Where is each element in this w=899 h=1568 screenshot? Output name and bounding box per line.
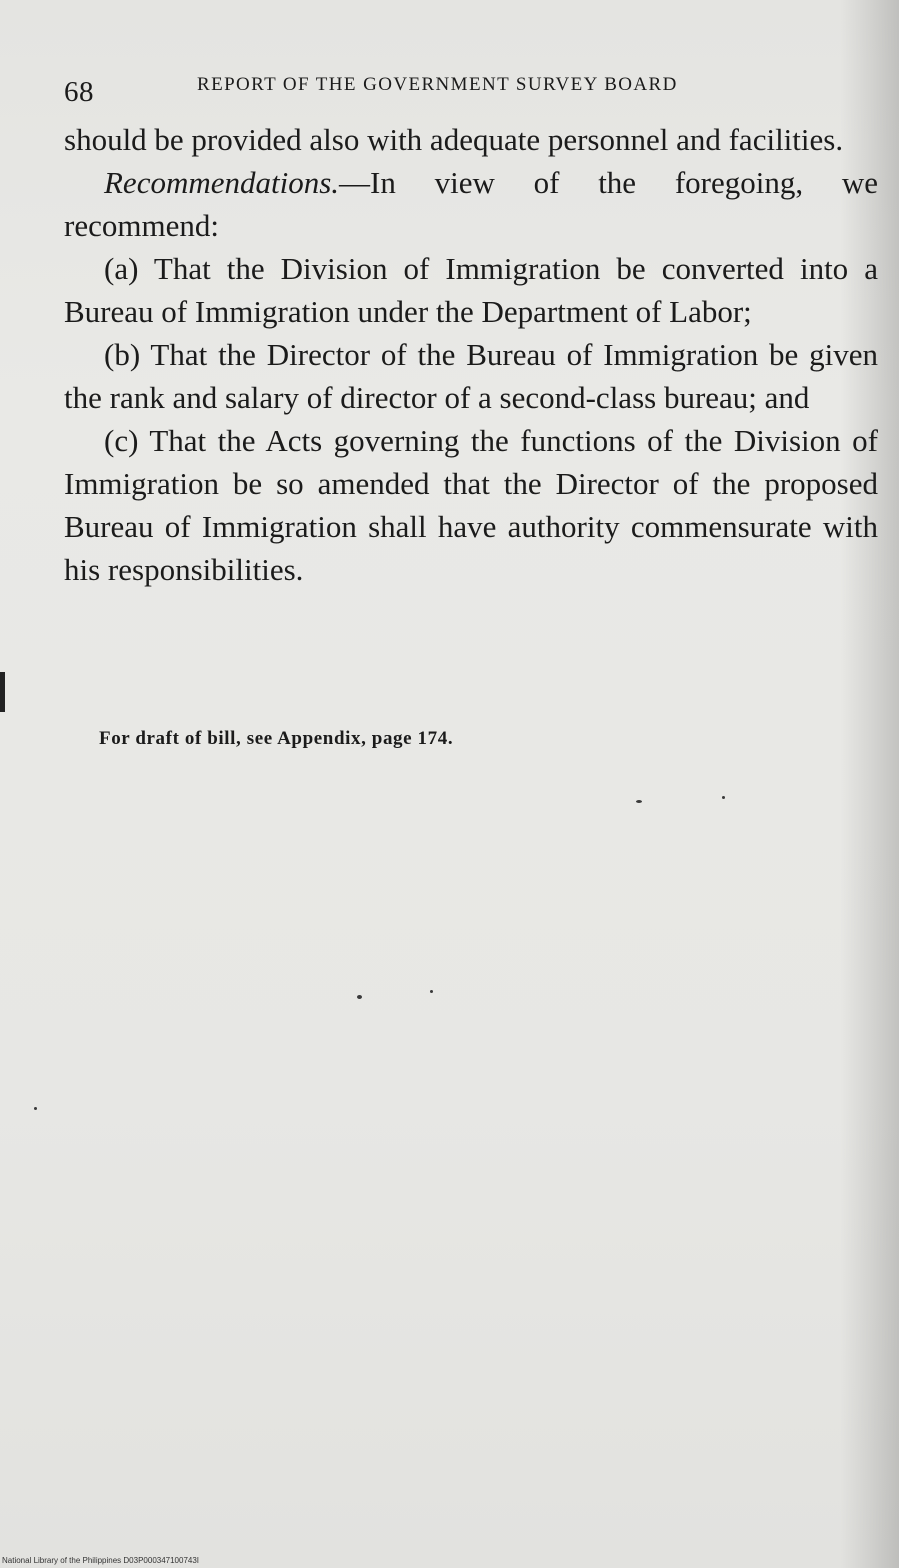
paragraph-personnel: should be provided also with adequate personnel and facilities. <box>64 122 844 157</box>
body-text <box>64 118 878 591</box>
recommendations-label: Recommendations. <box>104 165 340 200</box>
page-number: 68 <box>64 76 94 108</box>
library-stamp: National Library of the Philippines D03P000347100743I <box>2 1556 200 1565</box>
recommendation-a-label: (a) <box>104 251 139 286</box>
recommendation-b-label: (b) <box>104 337 141 372</box>
paper-speck <box>357 995 362 999</box>
recommendation-a-text: That the Division of Immigration be converted into a Bureau of Immigration under the Department of Labor; <box>64 251 878 329</box>
paper-speck <box>636 800 642 803</box>
paragraph-recommendations <box>64 161 878 247</box>
recommendations-intro: —In view of the foregoing, we recommend: <box>64 165 878 243</box>
recommendation-c <box>64 419 878 591</box>
running-head: REPORT OF THE GOVERNMENT SURVEY BOARD <box>197 74 678 95</box>
recommendation-a <box>64 247 878 333</box>
recommendation-c-text: That the Acts governing the functions of the Division of Immigration be so amended that the Director of the proposed Bureau of Immigration shall have authority commensurate with his responsibilities. <box>64 423 878 587</box>
paper-speck <box>34 1107 37 1110</box>
paper-speck <box>722 796 725 799</box>
paper-speck <box>430 990 433 993</box>
recommendation-b-text: That the Director of the Bureau of Immigration be given the rank and salary of director of a second-class bureau; and <box>64 337 878 415</box>
recommendation-b <box>64 333 878 419</box>
binding-edge-mark <box>0 672 5 712</box>
recommendation-c-label: (c) <box>104 423 139 458</box>
page-header <box>64 70 877 110</box>
footnote-appendix-reference: For draft of bill, see Appendix, page 174. <box>99 728 454 749</box>
